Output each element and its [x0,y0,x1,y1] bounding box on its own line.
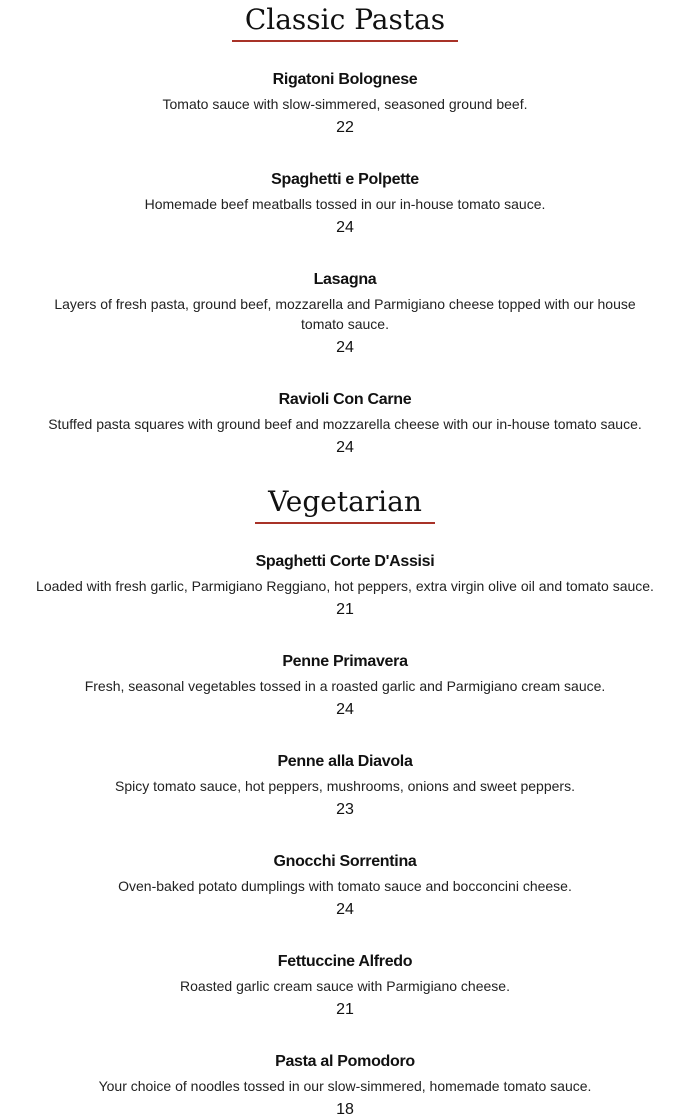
item-description: Oven-baked potato dumplings with tomato sauce and bocconcini cheese. [118,878,572,894]
item-name: Penne Primavera [282,653,408,670]
menu-item [0,390,690,458]
menu-item [0,70,690,138]
item-name: Lasagna [313,271,377,288]
menu-item [0,652,690,720]
item-price: 24 [336,339,354,356]
item-price: 24 [336,219,354,236]
menu-item [0,952,690,1020]
item-price: 23 [336,801,354,818]
item-price: 21 [336,1001,354,1018]
item-price: 24 [336,701,354,718]
menu-item [0,170,690,238]
item-description: Your choice of noodles tossed in our slow-simmered, homemade tomato sauce. [98,1078,592,1094]
item-description: Spicy tomato sauce, hot peppers, mushrooms, onions and sweet peppers. [115,778,575,794]
item-name: Fettuccine Alfredo [277,953,413,970]
section-title: Vegetarian [255,484,435,524]
item-price: 24 [336,901,354,918]
item-price: 22 [336,119,354,136]
menu-item [0,270,690,358]
item-description: Tomato sauce with slow-simmered, seasoned ground beef. [162,96,528,112]
item-description: Stuffed pasta squares with ground beef and mozzarella cheese with our in-house tomato sauce. [48,416,642,432]
item-description: Fresh, seasonal vegetables tossed in a roasted garlic and Parmigiano cream sauce. [84,678,606,694]
item-description: Layers of fresh pasta, ground beef, mozzarella and Parmigiano cheese topped with our house tomato sauce. [54,296,636,332]
item-name: Penne alla Diavola [277,753,413,770]
item-name: Ravioli Con Carne [278,391,412,408]
item-price: 18 [336,1101,354,1118]
item-name: Gnocchi Sorrentina [273,853,417,870]
item-name: Rigatoni Bolognese [272,71,418,88]
item-description: Loaded with fresh garlic, Parmigiano Reggiano, hot peppers, extra virgin olive oil and tomato sauce. [36,578,654,594]
section-title: Classic Pastas [232,2,458,42]
item-price: 21 [336,601,354,618]
item-name: Spaghetti Corte D'Assisi [255,553,435,570]
menu-item [0,552,690,620]
item-description: Homemade beef meatballs tossed in our in-house tomato sauce. [144,196,546,212]
menu-item [0,752,690,820]
item-name: Spaghetti e Polpette [271,171,419,188]
item-price: 24 [336,439,354,456]
menu-item [0,852,690,920]
section-vegetarian-header [0,484,690,524]
item-description: Roasted garlic cream sauce with Parmigiano cheese. [180,978,510,994]
menu-item [0,1052,690,1120]
item-name: Pasta al Pomodoro [275,1053,415,1070]
section-classic-pastas-header [0,2,690,42]
